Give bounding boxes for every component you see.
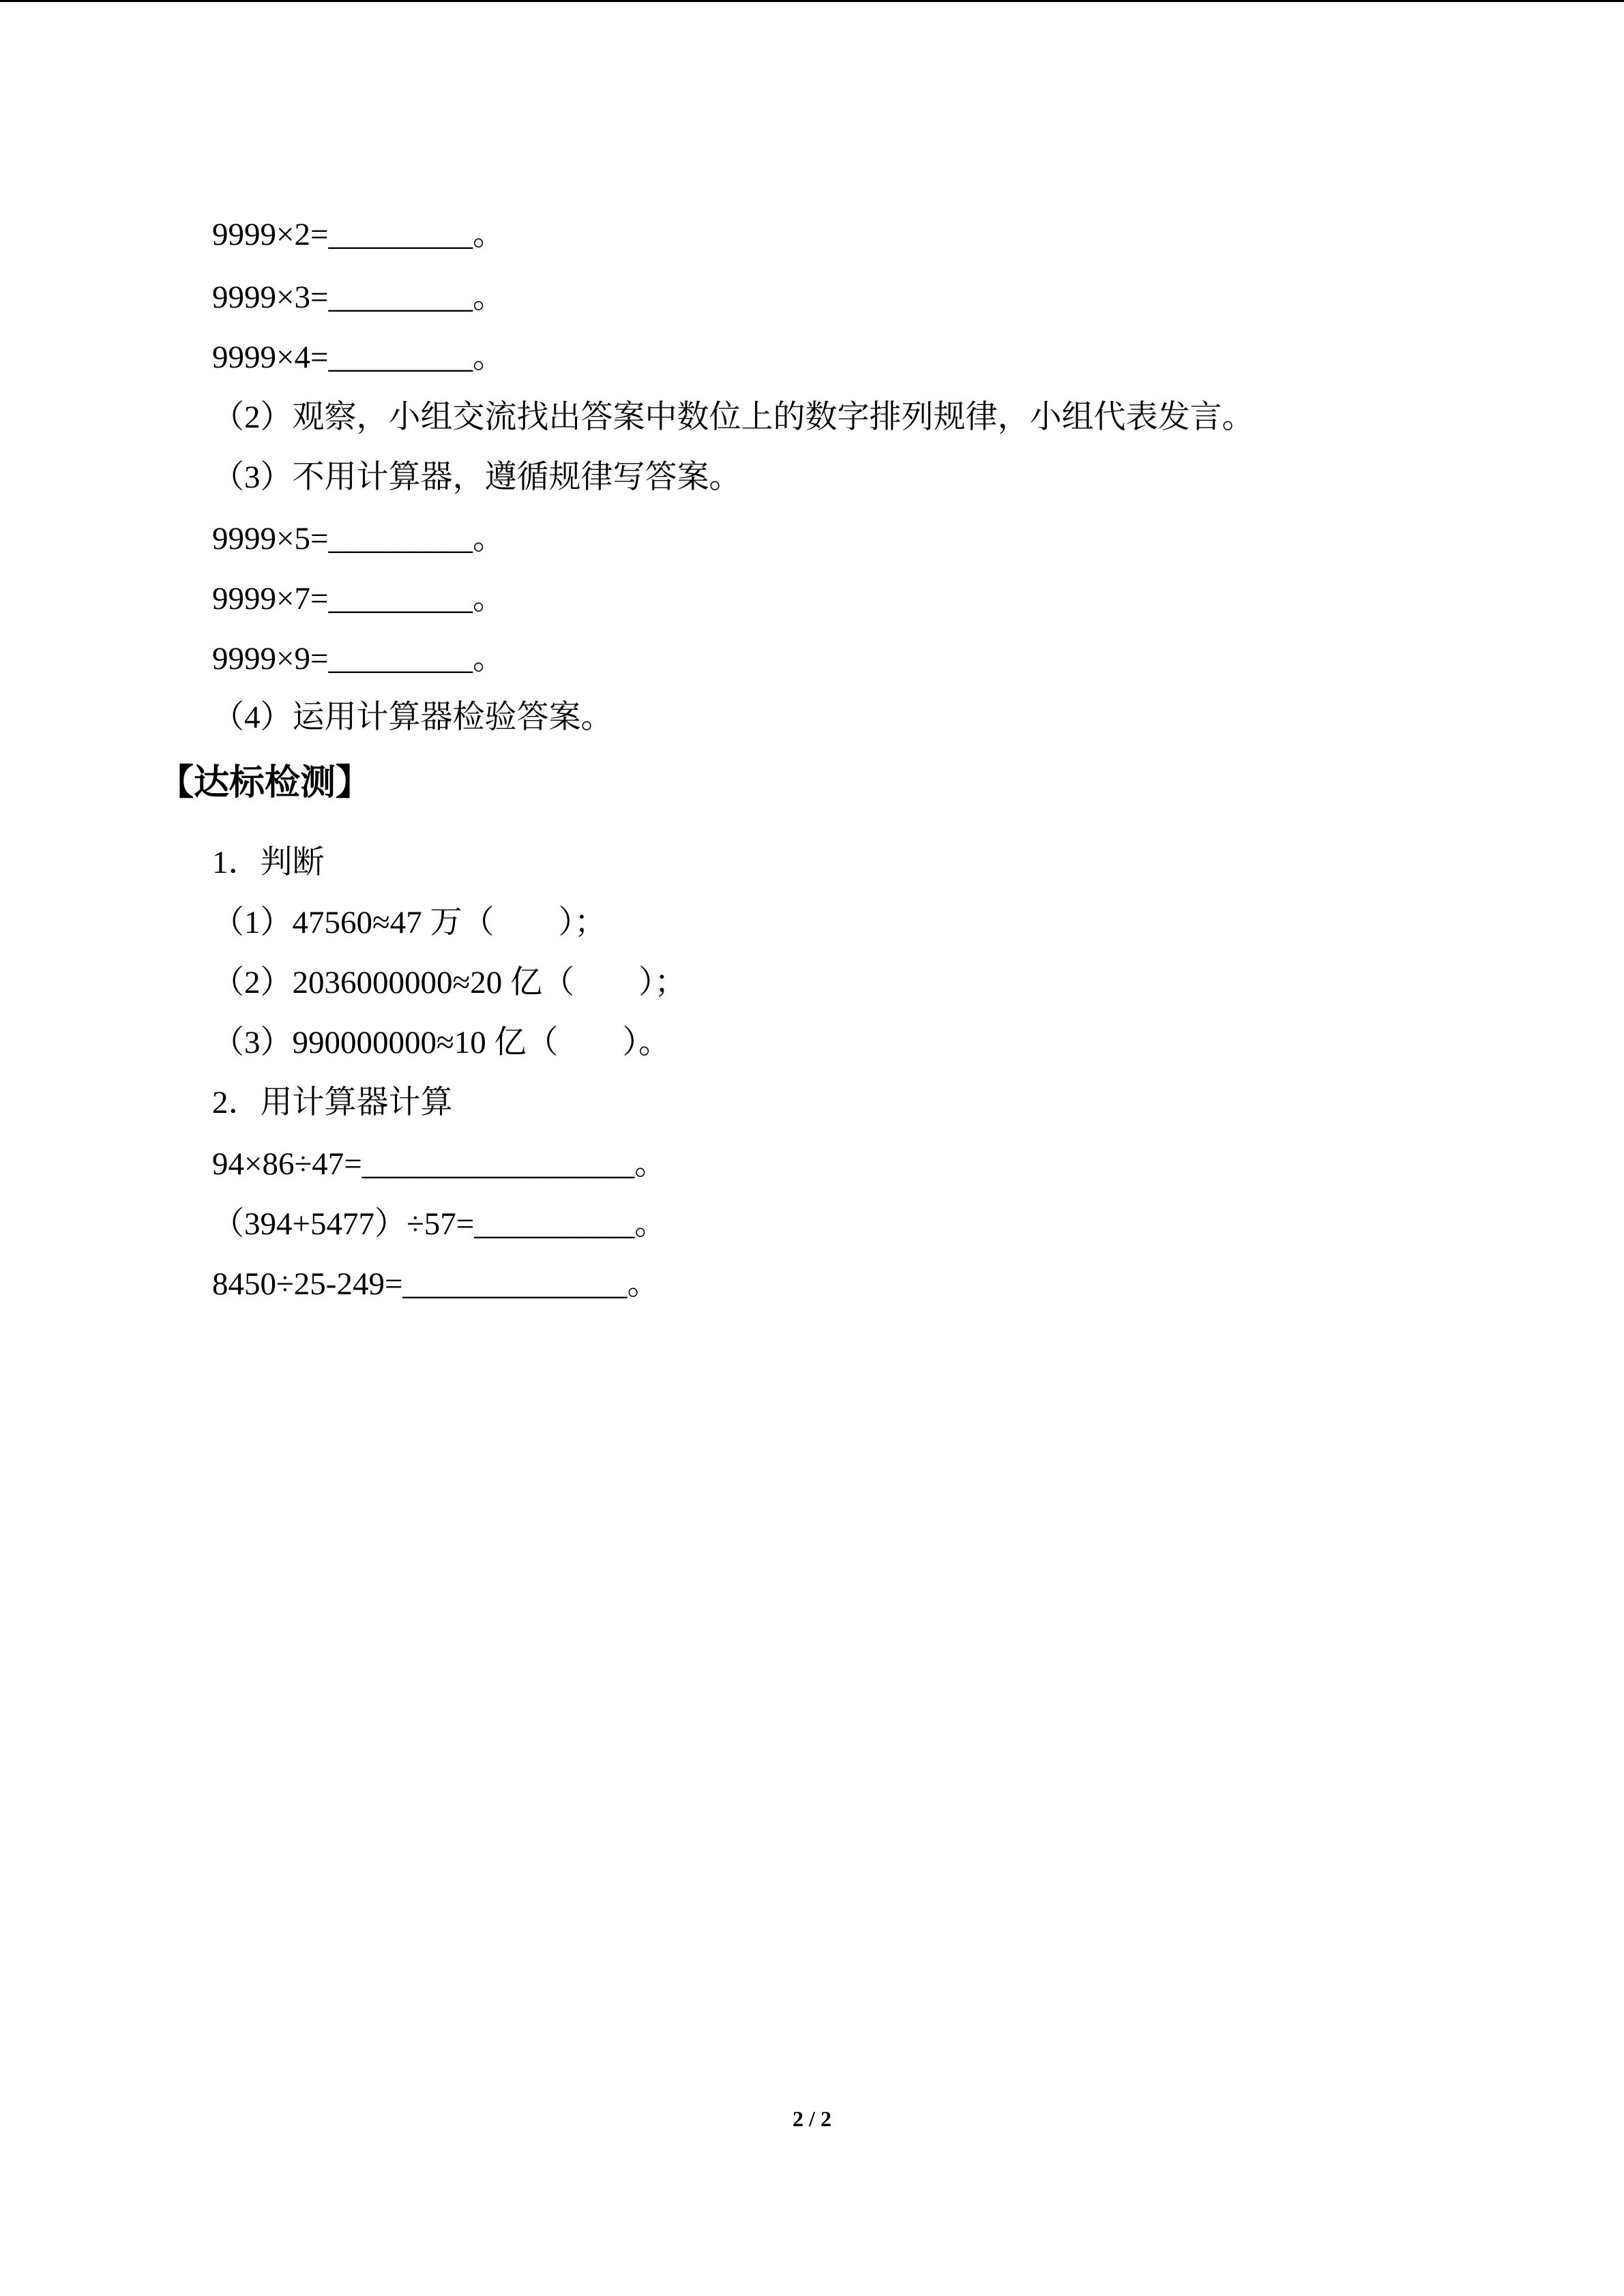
calculation-item: （394+5477）÷57=__________。 — [212, 1206, 667, 1242]
question-1-title: 1．判断 — [212, 845, 325, 880]
judgement-item: （2）2036000000≈20 亿（ ）； — [212, 965, 687, 1000]
page-top-border — [0, 0, 1624, 2]
equation-line: 9999×5=_________。 — [212, 521, 505, 556]
judgement-item: （3）990000000≈10 亿（ ）。 — [212, 1025, 671, 1060]
instruction-step-3: （3）不用计算器，遵循规律写答案。 — [212, 460, 741, 495]
instruction-step-2: （2）观察，小组交流找出答案中数位上的数字排列规律，小组代表发言。 — [212, 400, 1254, 435]
instruction-step-4: （4）运用计算器检验答案。 — [212, 700, 613, 735]
calculation-item: 8450÷25-249=______________。 — [212, 1266, 660, 1302]
page-number: 2 / 2 — [793, 2106, 831, 2131]
equation-line: 9999×9=_________。 — [212, 641, 505, 676]
judgement-item: （1）47560≈47 万（ ）； — [212, 905, 607, 940]
equation-line: 9999×7=_________。 — [212, 581, 505, 616]
equation-line: 9999×2=_________。 — [212, 217, 505, 252]
calculation-item: 94×86÷47=_________________。 — [212, 1146, 667, 1182]
section-heading: 【达标检测】 — [158, 764, 372, 803]
equation-line: 9999×4=_________。 — [212, 340, 505, 375]
equation-line: 9999×3=_________。 — [212, 280, 505, 315]
question-2-title: 2．用计算器计算 — [212, 1085, 453, 1120]
